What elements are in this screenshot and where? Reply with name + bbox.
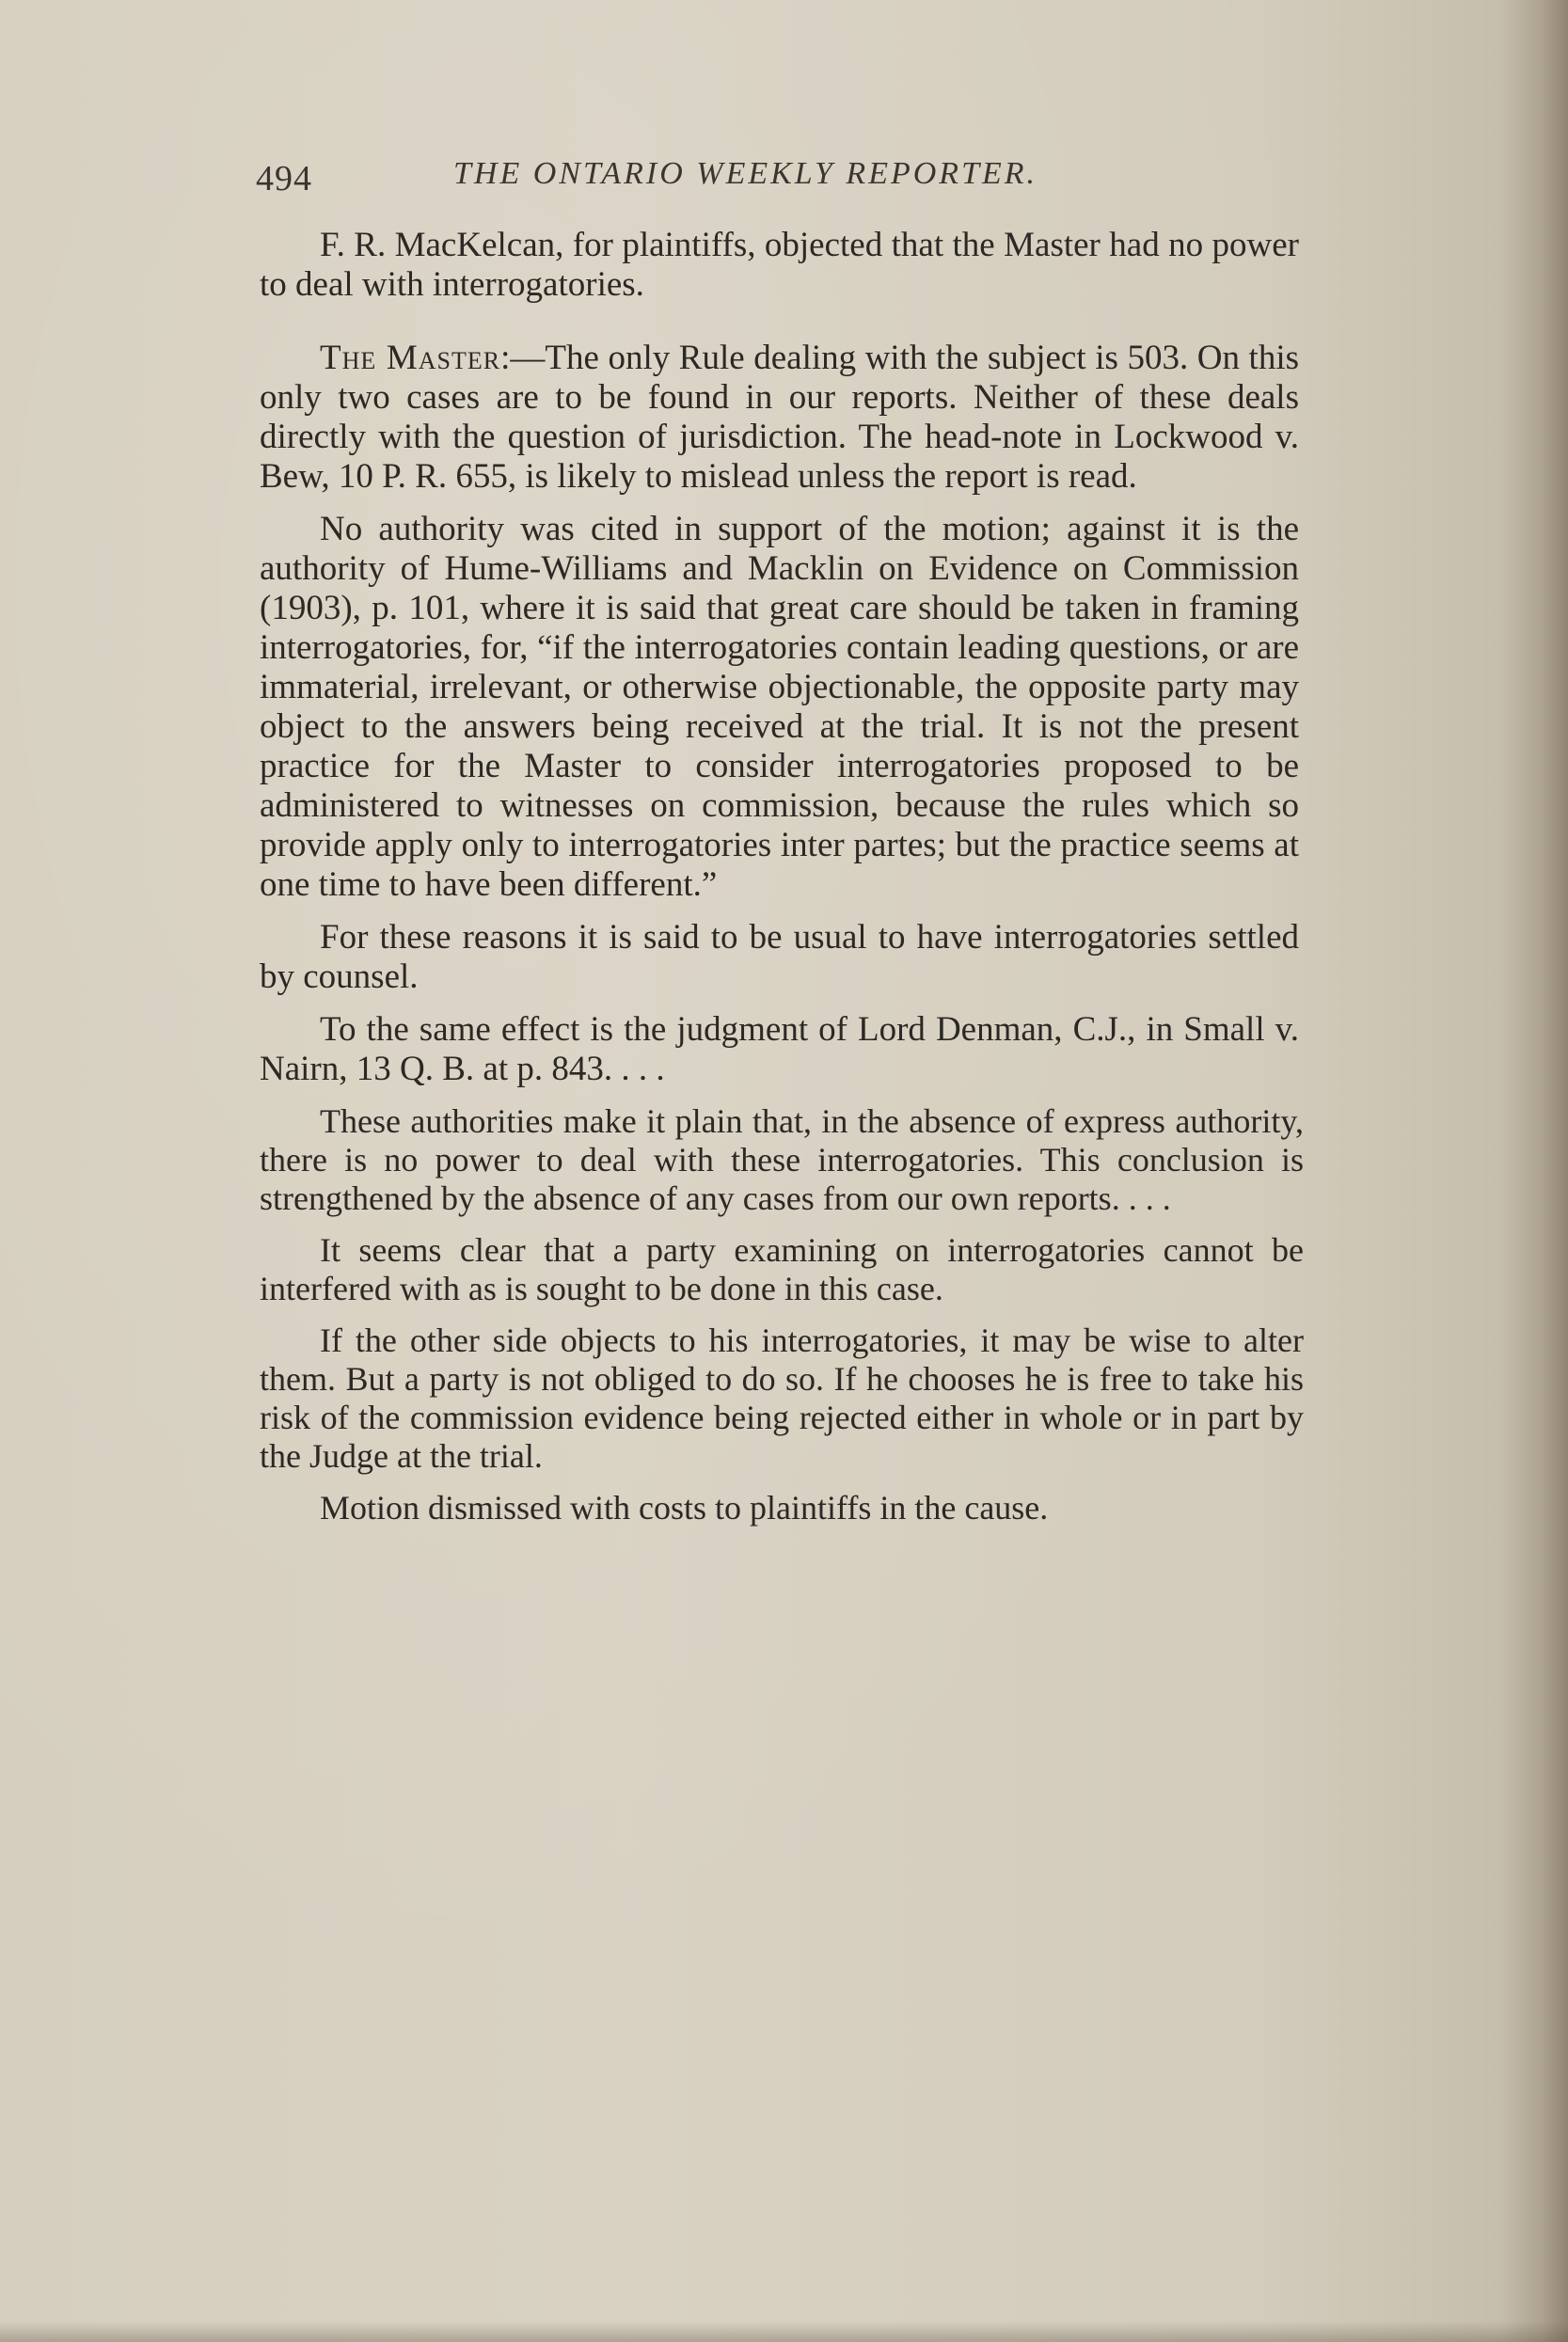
- paragraph-party-examining: It seems clear that a party examining on interrogatories cannot be interfered with as is sought to be done in this case.: [260, 1231, 1304, 1307]
- paragraph-objections: If the other side objects to his interrogatories, it may be wise to alter them. But a party is not obliged to do so. If he chooses he is free to take his risk of the commission evidence being rejected either in whole or in part by the Judge at the trial.: [260, 1321, 1304, 1475]
- speaker-label: The Master: [320, 339, 501, 377]
- paragraph-denman: To the same effect is the judgment of Lord Denman, C.J., in Small v. Nairn, 13 Q. B. at p. 843. . . .: [260, 1010, 1299, 1088]
- paragraph-counsel: F. R. MacKelcan, for plaintiffs, objected that the Master had no power to deal with interrogatories.: [260, 226, 1299, 304]
- paragraph-disposition: Motion dismissed with costs to plaintiffs in the cause.: [320, 1489, 1049, 1527]
- paragraph-authority: No authority was cited in support of the motion; against it is the authority of Hume-Williams and Macklin on Evidence on Commission (1903), p. 101, where it is said that great care should be taken in framing interrogatories, for, “if the interrogatories contain leading questions, or are immaterial, irrelevant, or otherwise objectionable, the opposite party may object to the answers being received at the trial. It is not the present practice for the Master to consider interrogatories proposed to be administered to witnesses on commission, because the rules which so provide apply only to interrogatories inter partes; but the practice seems at one time to have been different.”: [260, 510, 1299, 904]
- page-number: 494: [256, 159, 312, 198]
- running-head: THE ONTARIO WEEKLY REPORTER.: [453, 156, 1038, 191]
- page-bottom-shadow: [0, 2321, 1568, 2342]
- page-edge-shadow: [1502, 0, 1568, 2342]
- paragraph-conclusion: These authorities make it plain that, in the absence of express authority, there is no power to deal with these interrogatories. This conclusion is strengthened by the absence of any cases from our own reports. . . .: [260, 1102, 1304, 1217]
- paragraph-master-ruling-text: :—The only Rule dealing with the subject is 503. On this only two cases are to be found in our reports. Neither of these deals directly with the question of jurisdiction. The head-note in Lockwood v. Bew, 10 P. R. 655, is likely to mislead unless the report is read.: [260, 339, 1300, 496]
- page-header: [256, 150, 1300, 207]
- paragraph-reasons: For these reasons it is said to be usual to have interrogatories settled by counsel.: [260, 918, 1299, 996]
- paragraph-master-ruling: [260, 339, 1299, 497]
- body-text: [260, 226, 1304, 1541]
